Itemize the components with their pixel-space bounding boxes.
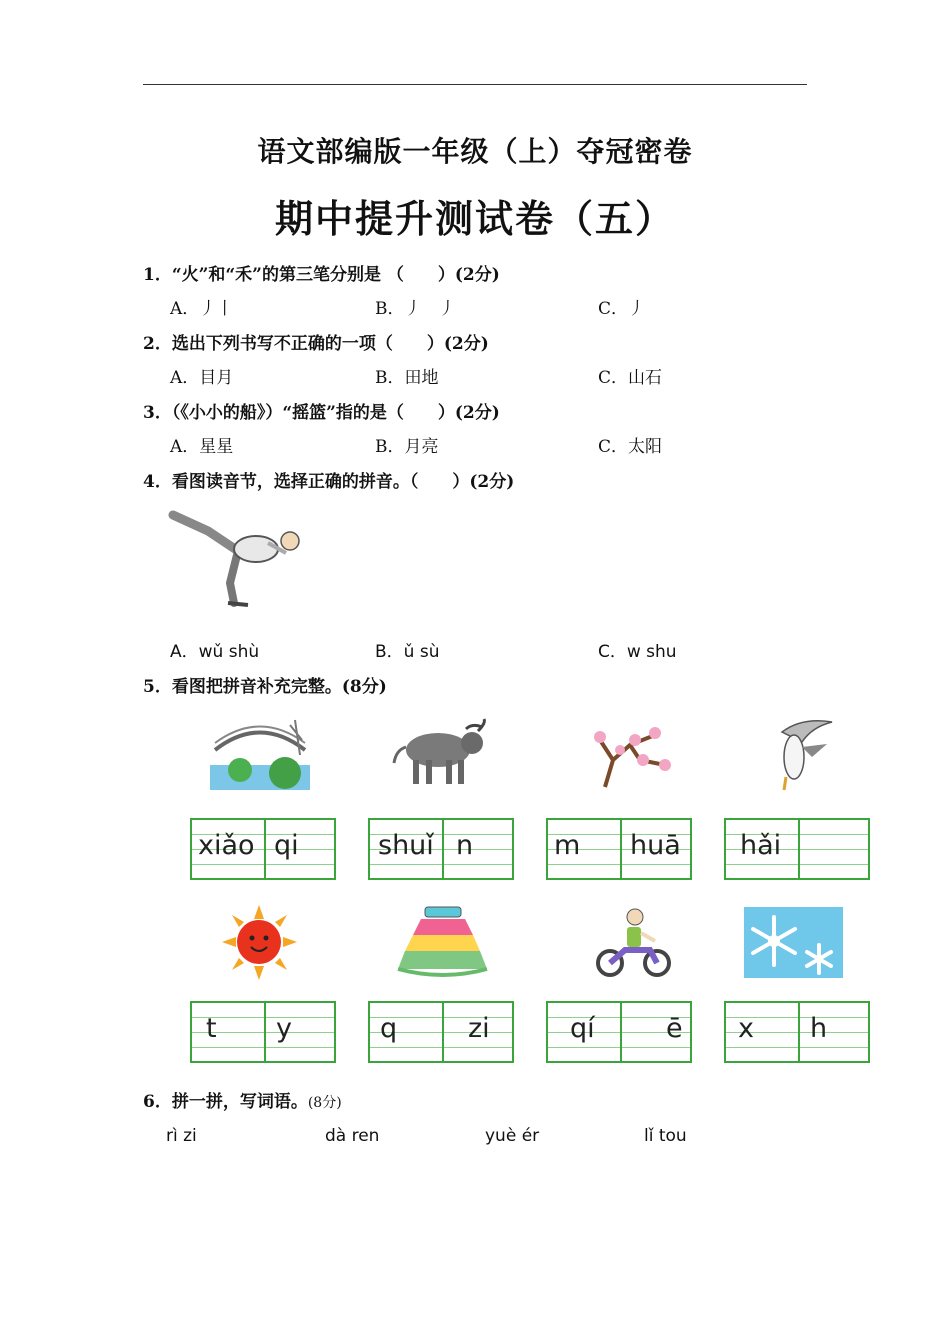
pinyin-word-2: dà ren (325, 1126, 380, 1146)
pinyin-right: h (810, 1013, 828, 1044)
pinyin-box-plum[interactable] (546, 818, 692, 880)
question-6 (143, 1087, 342, 1112)
header-rule (143, 84, 807, 85)
pinyin-word-1: rì zi (166, 1126, 197, 1146)
pinyin-right: n (456, 830, 474, 861)
motorbike-image (595, 905, 675, 980)
q4-option-c: C．w shu (598, 642, 677, 662)
pinyin-word-3: yuè ér (485, 1126, 540, 1146)
pinyin-box-skirt[interactable] (368, 1001, 514, 1063)
q4-option-b: B．ǔ sù (375, 642, 440, 662)
question-1: 1．“火”和“禾”的第三笔分别是 （ ）(2分) (143, 265, 500, 285)
pinyin-left: hǎi (740, 830, 782, 861)
pinyin-box-bridge[interactable] (190, 818, 336, 880)
exam-subtitle: 语文部编版一年级（上）夺冠密卷 (257, 135, 693, 168)
question-3: 3．（《小小的船》）“摇篮”指的是（ ）(2分) (143, 403, 500, 423)
pinyin-box-snowflake[interactable] (724, 1001, 870, 1063)
question-6-score: (8分) (307, 1095, 342, 1111)
pinyin-box-buffalo[interactable] (368, 818, 514, 880)
q1-option-c: C．丿 (598, 299, 646, 319)
pinyin-left: t (206, 1013, 217, 1044)
pinyin-word-4: lǐ tou (644, 1126, 687, 1146)
seagull-image (772, 712, 837, 792)
q2-option-b: B．田地 (375, 368, 439, 388)
plum-blossom-image (585, 715, 675, 790)
pinyin-left: q (380, 1013, 398, 1044)
martial-arts-image (168, 503, 308, 611)
question-2: 2．选出下列书写不正确的一项（ ）(2分) (143, 334, 489, 354)
sun-image (222, 905, 297, 980)
snowflake-image (744, 907, 843, 978)
q4-option-a: A．wǔ shù (170, 642, 260, 662)
bridge-image (210, 715, 310, 790)
pinyin-right: ē (666, 1013, 683, 1044)
q3-option-a: A．星星 (170, 437, 234, 457)
q1-option-b: B．丿 丿 (375, 299, 456, 319)
question-6-stem: 6．拼一拼，写词语。 (143, 1092, 308, 1112)
pinyin-right: zi (468, 1013, 490, 1044)
q2-option-a: A．目月 (170, 368, 234, 388)
pinyin-right: huā (630, 830, 681, 861)
pinyin-left: shuǐ (378, 830, 434, 861)
pinyin-right: y (276, 1013, 292, 1044)
pinyin-left: qí (570, 1013, 595, 1044)
pinyin-box-sun[interactable] (190, 1001, 336, 1063)
q3-option-b: B．月亮 (375, 437, 439, 457)
exam-title: 期中提升测试卷（五） (274, 196, 675, 241)
pinyin-box-motorbike[interactable] (546, 1001, 692, 1063)
question-4: 4．看图读音节，选择正确的拼音。（ ）(2分) (143, 472, 515, 492)
pinyin-right: qi (274, 830, 299, 861)
buffalo-image (388, 715, 488, 790)
pinyin-left: m (554, 830, 581, 861)
pinyin-left: xiǎo (198, 830, 255, 861)
q1-option-a: A．丿丨 (170, 299, 234, 319)
pinyin-left: x (738, 1013, 754, 1044)
q2-option-c: C．山石 (598, 368, 663, 388)
q3-option-c: C．太阳 (598, 437, 663, 457)
pinyin-box-seagull[interactable] (724, 818, 870, 880)
question-5: 5．看图把拼音补充完整。(8分) (143, 677, 387, 697)
skirt-image (395, 905, 490, 980)
